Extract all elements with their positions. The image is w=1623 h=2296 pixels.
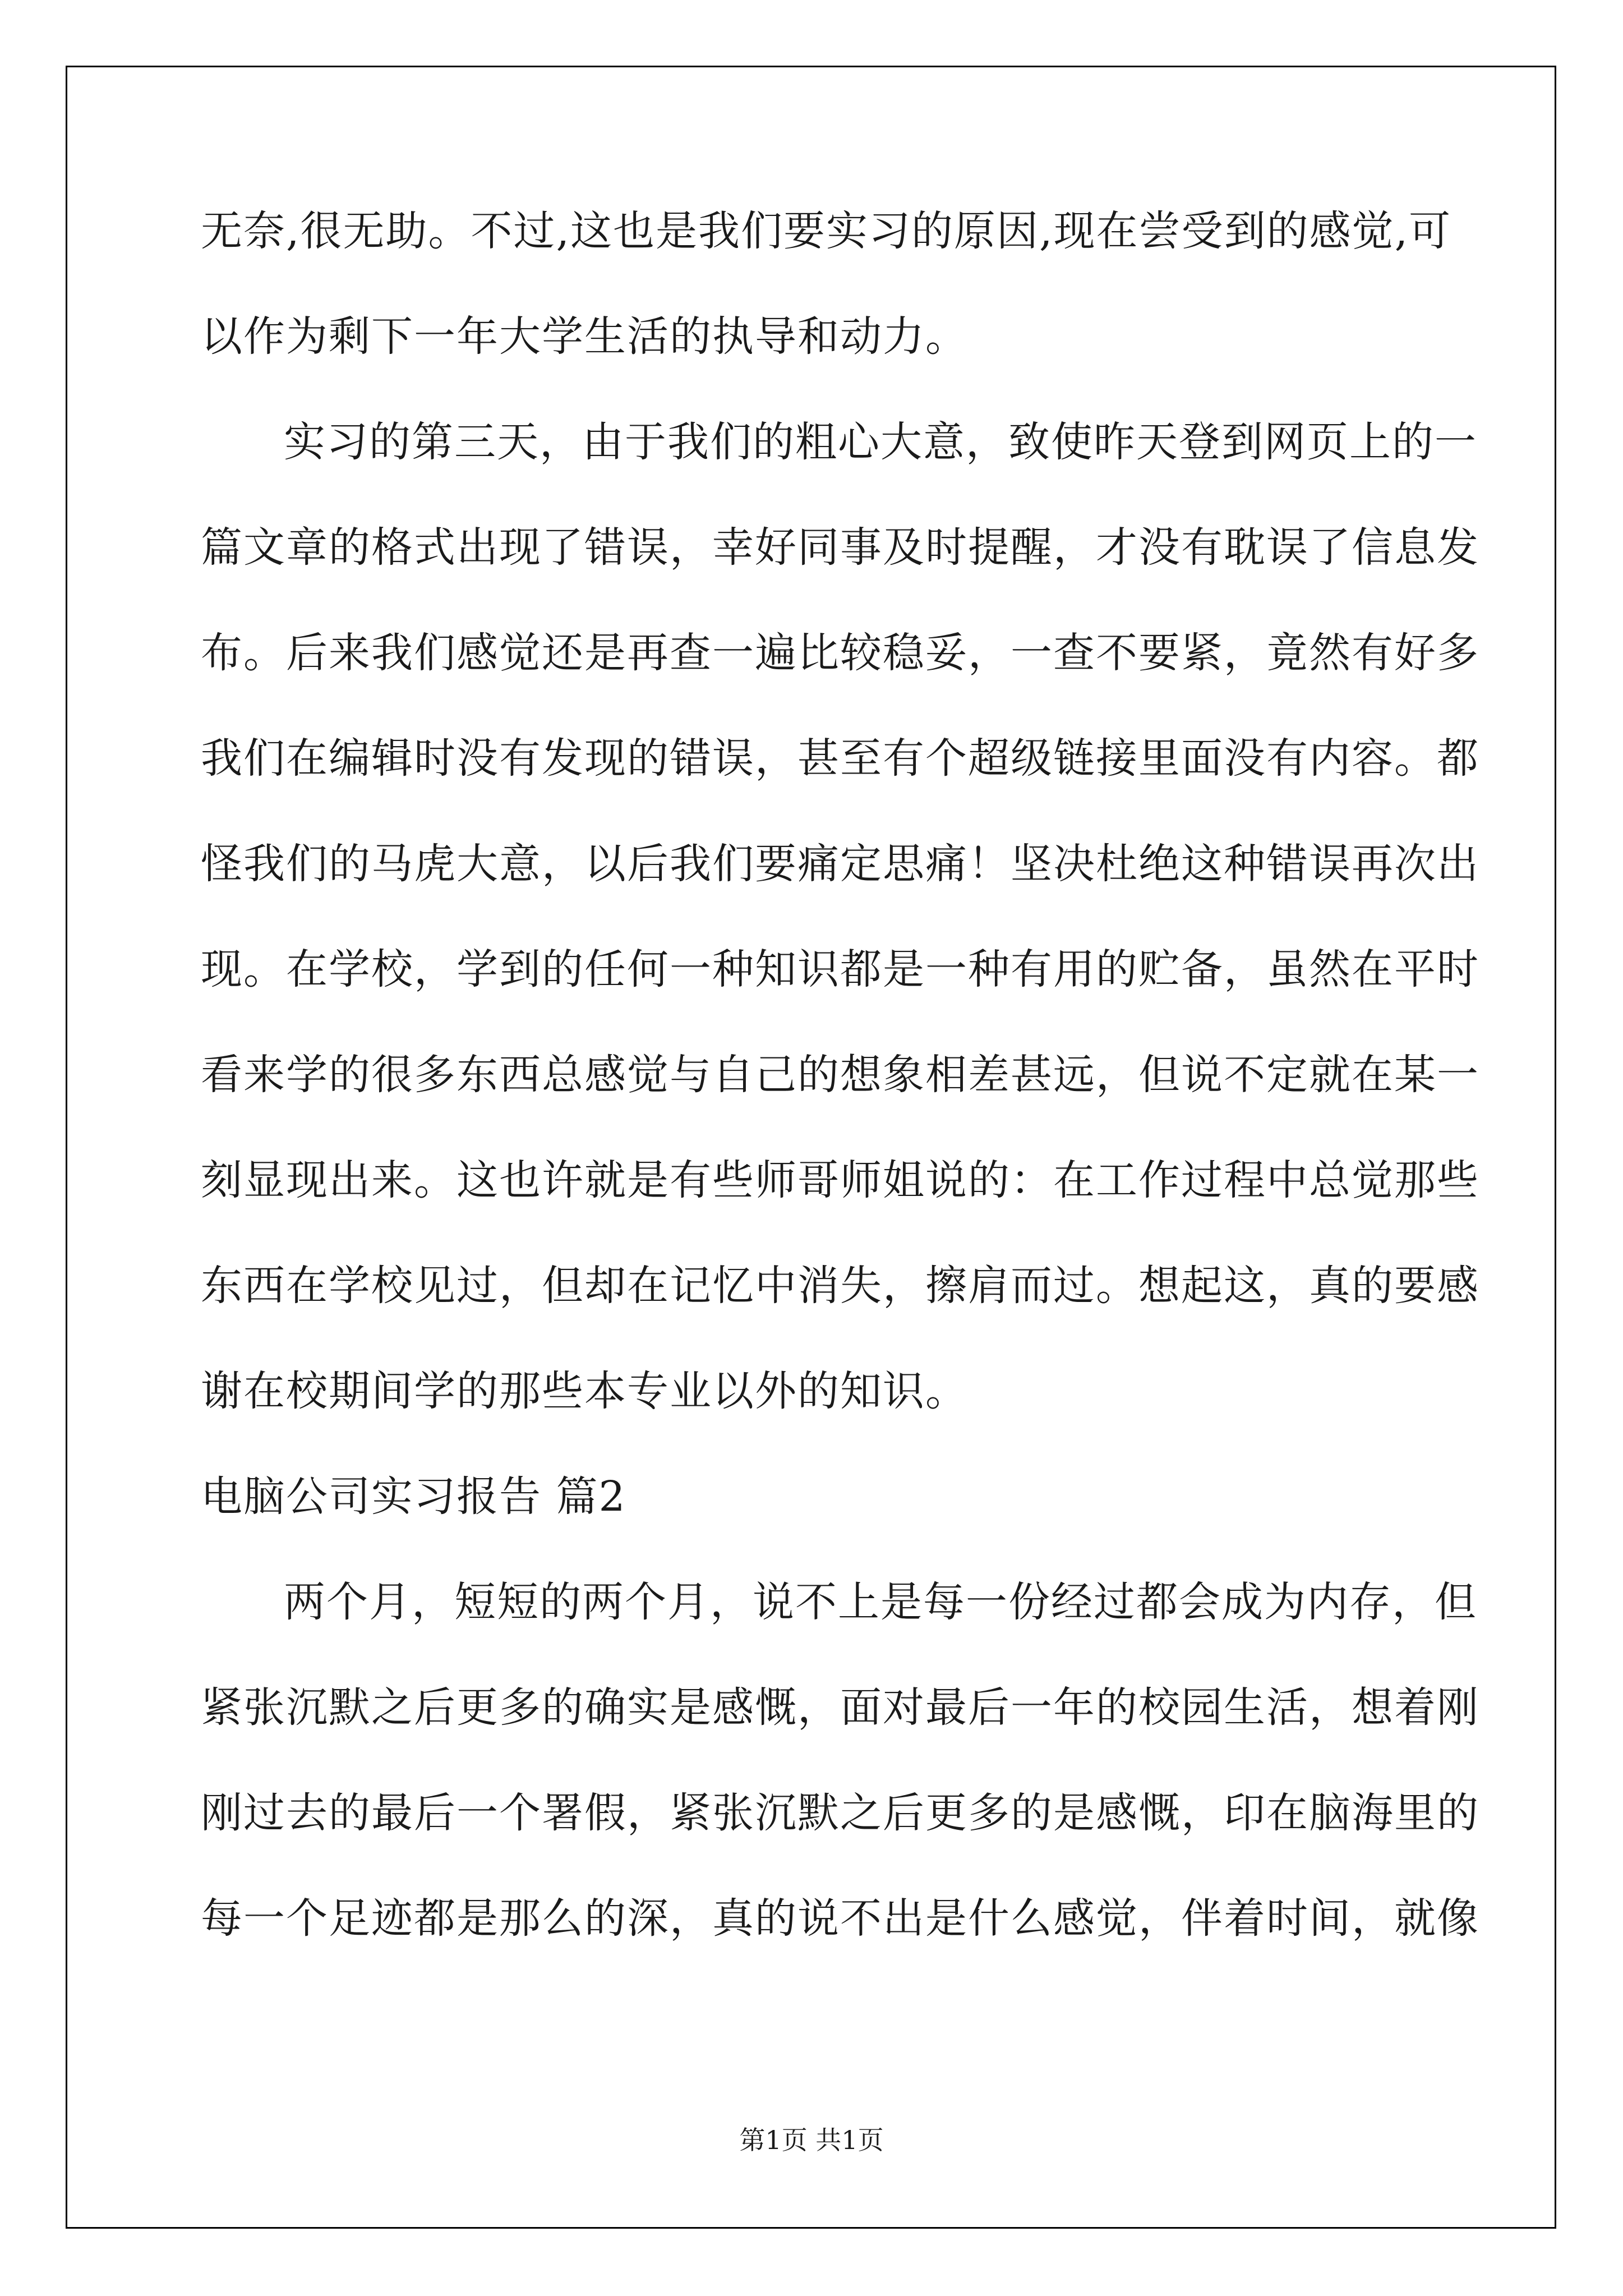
text-line: 布。后来我们感觉还是再查一遍比较稳妥，一查不要紧，竟然有好多: [201, 629, 1479, 677]
text-line: 东西在学校见过，但却在记忆中消失，擦肩而过。想起这，真的要感: [201, 1262, 1479, 1310]
text-line: 我们在编辑时没有发现的错误，甚至有个超级链接里面没有内容。都: [201, 734, 1479, 783]
paragraph-start-line: 两个月，短短的两个月，说不上是每一份经过都会成为内存，但: [284, 1578, 1477, 1626]
document-body: [201, 205, 1479, 1998]
text-line: 无奈,很无助。不过,这也是我们要实习的原因,现在尝受到的感觉,可: [201, 207, 1452, 255]
text-line: 以作为剩下一年大学生活的执导和动力。: [201, 312, 968, 361]
text-line: 紧张沉默之后更多的确实是感慨，面对最后一年的校园生活，想着刚: [201, 1683, 1479, 1732]
text-line: 现。在学校，学到的任何一种知识都是一种有用的贮备，虽然在平时: [201, 945, 1479, 993]
text-line: 刚过去的最后一个署假，紧张沉默之后更多的是感慨，印在脑海里的: [201, 1789, 1479, 1837]
text-line: 刻显现出来。这也许就是有些师哥师姐说的：在工作过程中总觉那些: [201, 1156, 1479, 1204]
section-heading: 电脑公司实习报告 篇2: [201, 1473, 626, 1521]
text-line: 看来学的很多东西总感觉与自己的想象相差甚远，但说不定就在某一: [201, 1051, 1479, 1099]
text-line: 谢在校期间学的那些本专业以外的知识。: [201, 1367, 968, 1415]
text-line: 每一个足迹都是那么的深，真的说不出是什么感觉，伴着时间，就像: [201, 1894, 1479, 1943]
paragraph-start-line: 实习的第三天，由于我们的粗心大意，致使昨天登到网页上的一: [284, 418, 1477, 466]
page-footer: 第1页 共1页: [739, 2125, 884, 2155]
text-line: 篇文章的格式出现了错误，幸好同事及时提醒，才没有耽误了信息发: [201, 523, 1479, 572]
text-line: 怪我们的马虎大意，以后我们要痛定思痛！坚决杜绝这种错误再次出: [201, 840, 1479, 888]
